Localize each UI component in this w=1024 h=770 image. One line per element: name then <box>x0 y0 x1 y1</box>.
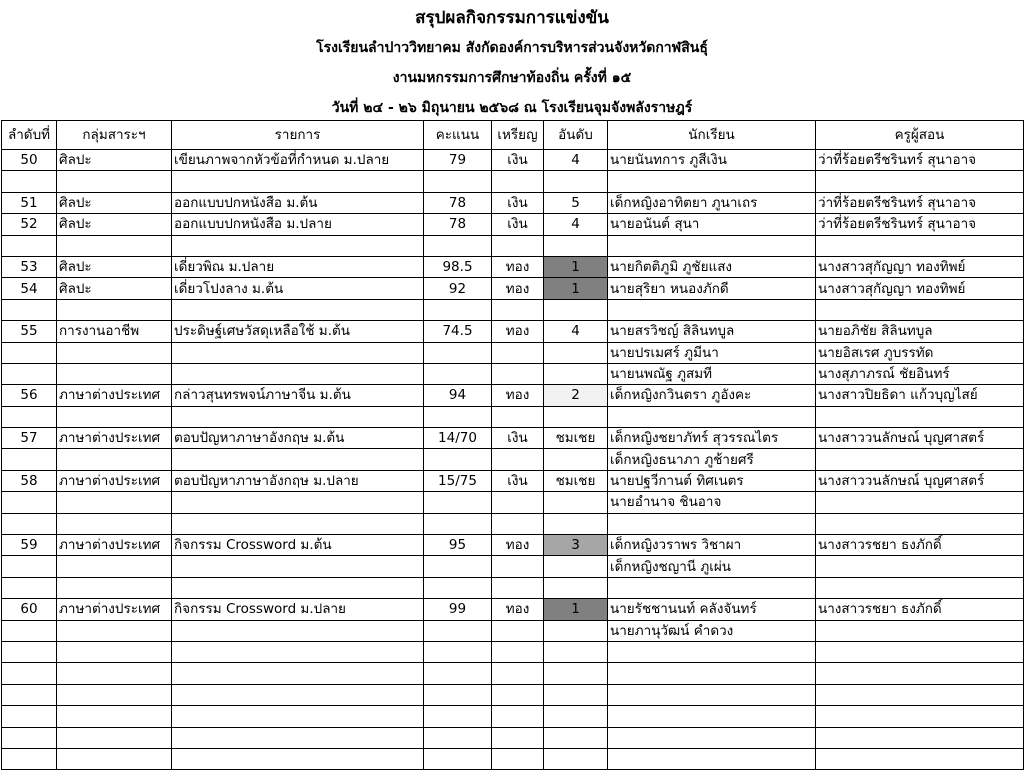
cell-student: นายกิตติภูมิ ภูชัยแสง <box>608 256 816 277</box>
cell-medal <box>492 492 544 513</box>
cell-medal <box>492 684 544 705</box>
cell-no: 60 <box>2 599 57 620</box>
cell-group <box>57 684 172 705</box>
cell-rank: 1 <box>544 256 608 277</box>
cell-score <box>424 620 492 641</box>
cell-group <box>57 449 172 470</box>
cell-teacher <box>816 406 1024 427</box>
cell-score <box>424 235 492 256</box>
cell-score: 78 <box>424 214 492 235</box>
table-row <box>2 321 1024 342</box>
cell-medal: เงิน <box>492 150 544 171</box>
table-row <box>2 663 1024 684</box>
cell-student: นายสุริยา หนองภักดี <box>608 278 816 299</box>
cell-student <box>608 577 816 598</box>
cell-rank <box>544 363 608 384</box>
table-row <box>2 556 1024 577</box>
cell-medal <box>492 299 544 320</box>
cell-student: เด็กหญิงธนาภา ภูช้ายศรี <box>608 449 816 470</box>
cell-score <box>424 342 492 363</box>
cell-item <box>172 342 424 363</box>
cell-no <box>2 641 57 662</box>
cell-teacher: นางสาวรชยา ธงภักดิ์ <box>816 599 1024 620</box>
cell-item: ประดิษฐ์เศษวัสดุเหลือใช้ ม.ต้น <box>172 321 424 342</box>
cell-group <box>57 406 172 427</box>
cell-no <box>2 449 57 470</box>
cell-teacher <box>816 748 1024 769</box>
cell-score: 14/70 <box>424 428 492 449</box>
cell-item <box>172 171 424 192</box>
cell-student <box>608 706 816 727</box>
cell-no <box>2 663 57 684</box>
table-row <box>2 150 1024 171</box>
cell-teacher: นางสาวปิยธิดา แก้วบุญไสย์ <box>816 385 1024 406</box>
table-body <box>2 150 1024 770</box>
cell-teacher <box>816 449 1024 470</box>
cell-teacher: ว่าที่ร้อยตรีชรินทร์ สุนาอาจ <box>816 214 1024 235</box>
cell-item <box>172 363 424 384</box>
report-header <box>0 0 1024 120</box>
cell-score <box>424 663 492 684</box>
cell-item <box>172 748 424 769</box>
cell-medal: เงิน <box>492 214 544 235</box>
cell-group: ภาษาต่างประเทศ <box>57 428 172 449</box>
cell-medal: เงิน <box>492 470 544 491</box>
cell-no <box>2 513 57 534</box>
header-rank: อันดับ <box>544 121 608 150</box>
table-row <box>2 706 1024 727</box>
cell-group <box>57 620 172 641</box>
cell-item <box>172 299 424 320</box>
cell-score <box>424 363 492 384</box>
cell-item: ออกแบบปกหนังสือ ม.ปลาย <box>172 214 424 235</box>
cell-no: 53 <box>2 256 57 277</box>
table-row <box>2 406 1024 427</box>
date-line: วันที่ ๒๔ - ๒๖ มิถุนายน ๒๕๖๘ ณ โรงเรียนจุมจังพลังราษฎร์ <box>331 100 693 116</box>
cell-group <box>57 706 172 727</box>
cell-item <box>172 641 424 662</box>
table-row <box>2 470 1024 491</box>
cell-teacher: นางสาววนลักษณ์ บุญศาสตร์ <box>816 470 1024 491</box>
cell-item <box>172 727 424 748</box>
cell-item <box>172 556 424 577</box>
cell-teacher <box>816 706 1024 727</box>
header-teacher: ครูผู้สอน <box>816 121 1024 150</box>
cell-teacher <box>816 663 1024 684</box>
header-medal: เหรียญ <box>492 121 544 150</box>
cell-student: นายอำนาจ ชินอาจ <box>608 492 816 513</box>
cell-medal <box>492 342 544 363</box>
cell-rank: 2 <box>544 385 608 406</box>
cell-student: เด็กหญิงชยาภัทร์ สุวรรณไตร <box>608 428 816 449</box>
cell-teacher: นางสาวสุกัญญา ทองทิพย์ <box>816 278 1024 299</box>
table-row <box>2 684 1024 705</box>
cell-medal <box>492 449 544 470</box>
cell-no <box>2 684 57 705</box>
cell-student: นายนันทการ ภูสีเงิน <box>608 150 816 171</box>
cell-item <box>172 620 424 641</box>
cell-rank <box>544 556 608 577</box>
cell-student: นายปรเมศร์ ภูมีนา <box>608 342 816 363</box>
cell-no <box>2 706 57 727</box>
cell-rank: 1 <box>544 599 608 620</box>
cell-student: เด็กหญิงวราพร วิชาผา <box>608 535 816 556</box>
cell-score <box>424 492 492 513</box>
cell-score: 94 <box>424 385 492 406</box>
cell-group <box>57 513 172 534</box>
cell-student: นายนพณัฐ ภูสมที <box>608 363 816 384</box>
cell-rank <box>544 620 608 641</box>
cell-item: ตอบปัญหาภาษาอังกฤษ ม.ปลาย <box>172 470 424 491</box>
cell-score <box>424 684 492 705</box>
cell-group <box>57 363 172 384</box>
cell-medal <box>492 706 544 727</box>
cell-medal <box>492 620 544 641</box>
cell-teacher <box>816 171 1024 192</box>
cell-medal <box>492 727 544 748</box>
table-row <box>2 342 1024 363</box>
cell-item <box>172 706 424 727</box>
cell-teacher: นางสาววนลักษณ์ บุญศาสตร์ <box>816 428 1024 449</box>
cell-teacher: นางสาวรชยา ธงภักดิ์ <box>816 535 1024 556</box>
cell-student <box>608 235 816 256</box>
cell-no: 52 <box>2 214 57 235</box>
cell-no <box>2 342 57 363</box>
cell-rank: 1 <box>544 278 608 299</box>
cell-teacher <box>816 727 1024 748</box>
header-score: คะแนน <box>424 121 492 150</box>
cell-rank <box>544 684 608 705</box>
results-table <box>1 120 1024 770</box>
cell-group <box>57 748 172 769</box>
cell-item: กล่าวสุนทรพจน์ภาษาจีน ม.ต้น <box>172 385 424 406</box>
cell-no <box>2 235 57 256</box>
cell-no <box>2 727 57 748</box>
table-row <box>2 235 1024 256</box>
cell-teacher: ว่าที่ร้อยตรีชรินทร์ สุนาอาจ <box>816 150 1024 171</box>
cell-rank <box>544 577 608 598</box>
cell-item <box>172 577 424 598</box>
cell-teacher: นายอิสเรศ ภูบรรทัด <box>816 342 1024 363</box>
cell-rank <box>544 171 608 192</box>
cell-medal <box>492 235 544 256</box>
table-row <box>2 428 1024 449</box>
cell-item <box>172 492 424 513</box>
cell-medal <box>492 513 544 534</box>
table-row <box>2 641 1024 662</box>
cell-medal: เงิน <box>492 428 544 449</box>
cell-item <box>172 513 424 534</box>
cell-score <box>424 748 492 769</box>
cell-student <box>608 748 816 769</box>
cell-student: นายรัชชานนท์ คลังจันทร์ <box>608 599 816 620</box>
cell-score <box>424 299 492 320</box>
cell-student: นายภานุวัฒน์ คำดวง <box>608 620 816 641</box>
cell-group: ศิลปะ <box>57 150 172 171</box>
cell-item <box>172 406 424 427</box>
cell-item <box>172 684 424 705</box>
cell-rank <box>544 513 608 534</box>
cell-no: 55 <box>2 321 57 342</box>
cell-group <box>57 641 172 662</box>
cell-medal: ทอง <box>492 256 544 277</box>
school-line: โรงเรียนลำปาววิทยาคม สังกัดองค์การบริหารส่วนจังหวัดกาฬสินธุ์ <box>316 40 708 56</box>
table-row <box>2 214 1024 235</box>
cell-no <box>2 492 57 513</box>
cell-group: ภาษาต่างประเทศ <box>57 385 172 406</box>
cell-score <box>424 556 492 577</box>
cell-score: 98.5 <box>424 256 492 277</box>
table-row <box>2 748 1024 769</box>
cell-student: นายอนันต์ สุนา <box>608 214 816 235</box>
cell-item <box>172 663 424 684</box>
cell-teacher <box>816 620 1024 641</box>
cell-student: นายปฐวีกานต์ ทิศเนตร <box>608 470 816 491</box>
header-item: รายการ <box>172 121 424 150</box>
cell-score: 79 <box>424 150 492 171</box>
table-row <box>2 620 1024 641</box>
cell-no <box>2 620 57 641</box>
cell-teacher <box>816 641 1024 662</box>
cell-rank: 4 <box>544 321 608 342</box>
header-student: นักเรียน <box>608 121 816 150</box>
cell-medal <box>492 363 544 384</box>
cell-teacher: นางสุภาภรณ์ ชัยอินทร์ <box>816 363 1024 384</box>
cell-score <box>424 727 492 748</box>
cell-rank <box>544 406 608 427</box>
cell-group <box>57 577 172 598</box>
cell-no: 50 <box>2 150 57 171</box>
cell-group: ภาษาต่างประเทศ <box>57 470 172 491</box>
table-row <box>2 278 1024 299</box>
cell-score: 99 <box>424 599 492 620</box>
cell-medal: ทอง <box>492 599 544 620</box>
cell-no: 56 <box>2 385 57 406</box>
cell-student <box>608 727 816 748</box>
cell-medal <box>492 641 544 662</box>
cell-teacher <box>816 556 1024 577</box>
cell-group <box>57 492 172 513</box>
cell-item <box>172 449 424 470</box>
cell-no <box>2 363 57 384</box>
cell-item: กิจกรรม Crossword ม.ปลาย <box>172 599 424 620</box>
cell-student <box>608 641 816 662</box>
cell-rank: ชมเชย <box>544 428 608 449</box>
cell-medal <box>492 577 544 598</box>
cell-teacher: ว่าที่ร้อยตรีชรินทร์ สุนาอาจ <box>816 192 1024 213</box>
cell-no: 54 <box>2 278 57 299</box>
cell-group <box>57 556 172 577</box>
cell-score <box>424 449 492 470</box>
table-row <box>2 171 1024 192</box>
cell-medal <box>492 663 544 684</box>
cell-no: 57 <box>2 428 57 449</box>
cell-rank: 4 <box>544 214 608 235</box>
cell-item: ตอบปัญหาภาษาอังกฤษ ม.ต้น <box>172 428 424 449</box>
cell-rank <box>544 727 608 748</box>
cell-score: 78 <box>424 192 492 213</box>
cell-score <box>424 641 492 662</box>
cell-score <box>424 513 492 534</box>
cell-medal: ทอง <box>492 535 544 556</box>
table-row <box>2 449 1024 470</box>
cell-rank <box>544 748 608 769</box>
cell-no <box>2 577 57 598</box>
cell-student <box>608 299 816 320</box>
table-row <box>2 299 1024 320</box>
cell-medal <box>492 556 544 577</box>
cell-group: ศิลปะ <box>57 256 172 277</box>
cell-no <box>2 748 57 769</box>
cell-group <box>57 171 172 192</box>
cell-rank <box>544 641 608 662</box>
cell-group: ภาษาต่างประเทศ <box>57 535 172 556</box>
table-row <box>2 727 1024 748</box>
cell-group: ศิลปะ <box>57 192 172 213</box>
cell-score <box>424 577 492 598</box>
cell-score: 92 <box>424 278 492 299</box>
cell-rank <box>544 299 608 320</box>
cell-rank <box>544 492 608 513</box>
cell-score: 74.5 <box>424 321 492 342</box>
cell-item: เขียนภาพจากหัวข้อที่กำหนด ม.ปลาย <box>172 150 424 171</box>
cell-rank: 4 <box>544 150 608 171</box>
table-row <box>2 513 1024 534</box>
cell-rank <box>544 235 608 256</box>
cell-student: เด็กหญิงชญานี ภูเผ่น <box>608 556 816 577</box>
cell-medal: เงิน <box>492 192 544 213</box>
cell-group <box>57 727 172 748</box>
cell-no <box>2 556 57 577</box>
cell-group <box>57 299 172 320</box>
cell-no <box>2 299 57 320</box>
table-row <box>2 385 1024 406</box>
cell-group: ศิลปะ <box>57 214 172 235</box>
cell-student <box>608 406 816 427</box>
cell-student <box>608 684 816 705</box>
cell-student: เด็กหญิงกวินตรา ภูอังคะ <box>608 385 816 406</box>
cell-score <box>424 406 492 427</box>
table-row <box>2 363 1024 384</box>
cell-medal <box>492 406 544 427</box>
cell-student: นายสรวิชญ์ สิลินทบูล <box>608 321 816 342</box>
cell-group: ภาษาต่างประเทศ <box>57 599 172 620</box>
cell-rank <box>544 449 608 470</box>
cell-score: 95 <box>424 535 492 556</box>
cell-teacher <box>816 492 1024 513</box>
cell-no: 58 <box>2 470 57 491</box>
cell-medal: ทอง <box>492 321 544 342</box>
cell-medal: ทอง <box>492 385 544 406</box>
cell-student: เด็กหญิงอาทิตยา ภูนาเถร <box>608 192 816 213</box>
cell-no <box>2 406 57 427</box>
cell-rank <box>544 706 608 727</box>
cell-item <box>172 235 424 256</box>
cell-item: เดี่ยวโปงลาง ม.ต้น <box>172 278 424 299</box>
cell-teacher <box>816 577 1024 598</box>
cell-medal: ทอง <box>492 278 544 299</box>
cell-rank: 3 <box>544 535 608 556</box>
cell-teacher <box>816 513 1024 534</box>
cell-item: เดี่ยวพิณ ม.ปลาย <box>172 256 424 277</box>
cell-score <box>424 171 492 192</box>
cell-group: ศิลปะ <box>57 278 172 299</box>
table-row <box>2 535 1024 556</box>
cell-teacher: นางสาวสุกัญญา ทองทิพย์ <box>816 256 1024 277</box>
event-line: งานมหกรรมการศึกษาท้องถิ่น ครั้งที่ ๑๕ <box>392 70 632 86</box>
cell-group <box>57 663 172 684</box>
table-row <box>2 492 1024 513</box>
cell-rank <box>544 663 608 684</box>
cell-no: 59 <box>2 535 57 556</box>
cell-score <box>424 706 492 727</box>
table-header-row <box>2 121 1024 150</box>
cell-teacher: นายอภิชัย สิลินทบูล <box>816 321 1024 342</box>
cell-teacher <box>816 684 1024 705</box>
cell-no: 51 <box>2 192 57 213</box>
cell-student <box>608 663 816 684</box>
header-no: ลำดับที่ <box>2 121 57 150</box>
cell-teacher <box>816 235 1024 256</box>
cell-score: 15/75 <box>424 470 492 491</box>
table-row <box>2 577 1024 598</box>
cell-student <box>608 171 816 192</box>
cell-rank <box>544 342 608 363</box>
cell-no <box>2 171 57 192</box>
table-row <box>2 256 1024 277</box>
cell-rank: 5 <box>544 192 608 213</box>
cell-item: ออกแบบปกหนังสือ ม.ต้น <box>172 192 424 213</box>
header-group: กลุ่มสาระฯ <box>57 121 172 150</box>
table-row <box>2 599 1024 620</box>
report-title: สรุปผลกิจกรรมการแข่งขัน <box>415 8 609 28</box>
table-row <box>2 192 1024 213</box>
cell-teacher <box>816 299 1024 320</box>
cell-rank: ชมเชย <box>544 470 608 491</box>
cell-group <box>57 235 172 256</box>
cell-item: กิจกรรม Crossword ม.ต้น <box>172 535 424 556</box>
cell-medal <box>492 748 544 769</box>
cell-group <box>57 342 172 363</box>
cell-medal <box>492 171 544 192</box>
cell-group: การงานอาชีพ <box>57 321 172 342</box>
cell-student <box>608 513 816 534</box>
